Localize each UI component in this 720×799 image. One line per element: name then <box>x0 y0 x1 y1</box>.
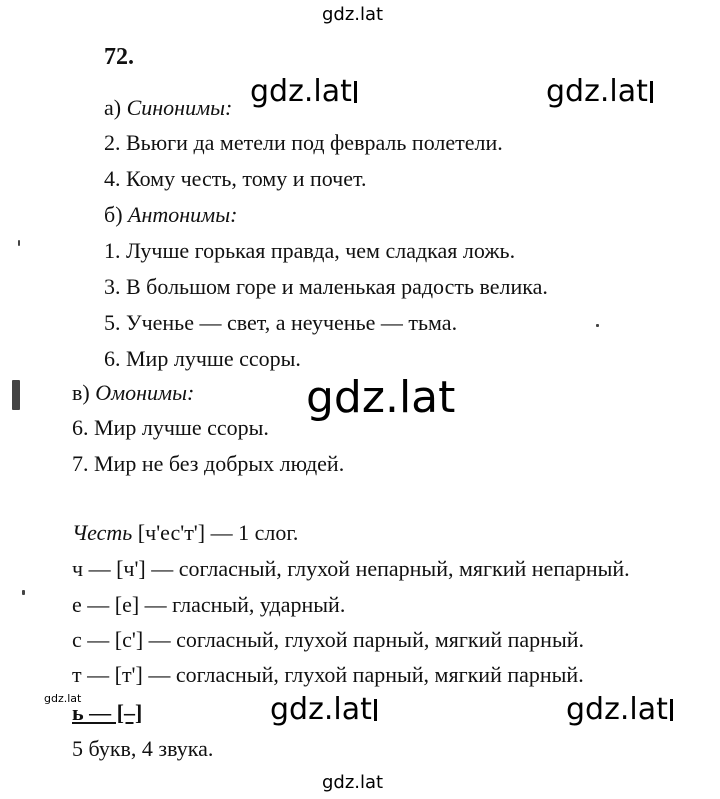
antonym-item: 5. Ученье — свет, а неученье — тьма. <box>104 310 458 335</box>
section-letter: а) <box>104 95 122 120</box>
watermark-bar <box>650 81 653 103</box>
watermark-bottom: gdz.lat <box>322 772 384 793</box>
phonetic-transcription: [ч'ес'т'] — 1 слог. <box>137 520 299 545</box>
watermark-center: gdz.lat <box>306 372 456 423</box>
synonym-item: 2. Вьюги да метели под февраль полетели. <box>104 130 503 155</box>
phonetic-word-line <box>72 520 298 546</box>
watermark-right-mid <box>546 74 653 109</box>
letter-analysis: т — [т'] — согласный, глухой парный, мягкий парный. <box>72 662 584 687</box>
phonetic-summary: 5 букв, 4 звука. <box>72 736 214 761</box>
homonyms-header <box>72 380 194 406</box>
section-title: Антонимы: <box>128 202 238 227</box>
antonym-item: 6. Мир лучше ссоры. <box>104 346 301 371</box>
scan-speck <box>22 590 25 595</box>
watermark-left-mid <box>250 74 357 109</box>
exercise-number: 72. <box>104 44 134 70</box>
watermark-lower-right <box>566 692 673 727</box>
watermark-text: gdz.lat <box>250 74 352 109</box>
antonym-item: 3. В большом горе и маленькая радость велика. <box>104 274 548 299</box>
soft-sign-analysis: ь — [–] <box>72 700 143 725</box>
antonyms-header <box>104 202 237 228</box>
watermark-text: gdz.lat <box>270 692 372 727</box>
phonetic-word: Честь <box>72 520 133 545</box>
scan-mark <box>12 380 20 410</box>
scan-speck <box>596 324 599 327</box>
section-letter: б) <box>104 202 123 227</box>
watermark-text: gdz.lat <box>566 692 668 727</box>
section-title: Синонимы: <box>126 95 233 120</box>
section-letter: в) <box>72 380 90 405</box>
watermark-text: gdz.lat <box>546 74 648 109</box>
watermark-tiny: gdz.lat <box>44 692 82 705</box>
watermark-bar <box>670 699 673 721</box>
scan-speck <box>18 240 20 246</box>
watermark-bar <box>354 81 357 103</box>
watermark-lower-left <box>270 692 377 727</box>
antonym-item: 1. Лучше горькая правда, чем сладкая ложь. <box>104 238 516 263</box>
letter-analysis: с — [с'] — согласный, глухой парный, мягкий парный. <box>72 627 585 652</box>
synonyms-header <box>104 95 232 121</box>
homonym-item: 7. Мир не без добрых людей. <box>72 451 345 476</box>
section-title: Омонимы: <box>95 380 195 405</box>
letter-analysis: ч — [ч'] — согласный, глухой непарный, мягкий непарный. <box>72 556 630 581</box>
watermark-top: gdz.lat <box>322 4 384 25</box>
letter-analysis: е — [е] — гласный, ударный. <box>72 592 346 617</box>
synonym-item: 4. Кому честь, тому и почет. <box>104 166 367 191</box>
homonym-item: 6. Мир лучше ссоры. <box>72 415 269 440</box>
watermark-bar <box>374 699 377 721</box>
